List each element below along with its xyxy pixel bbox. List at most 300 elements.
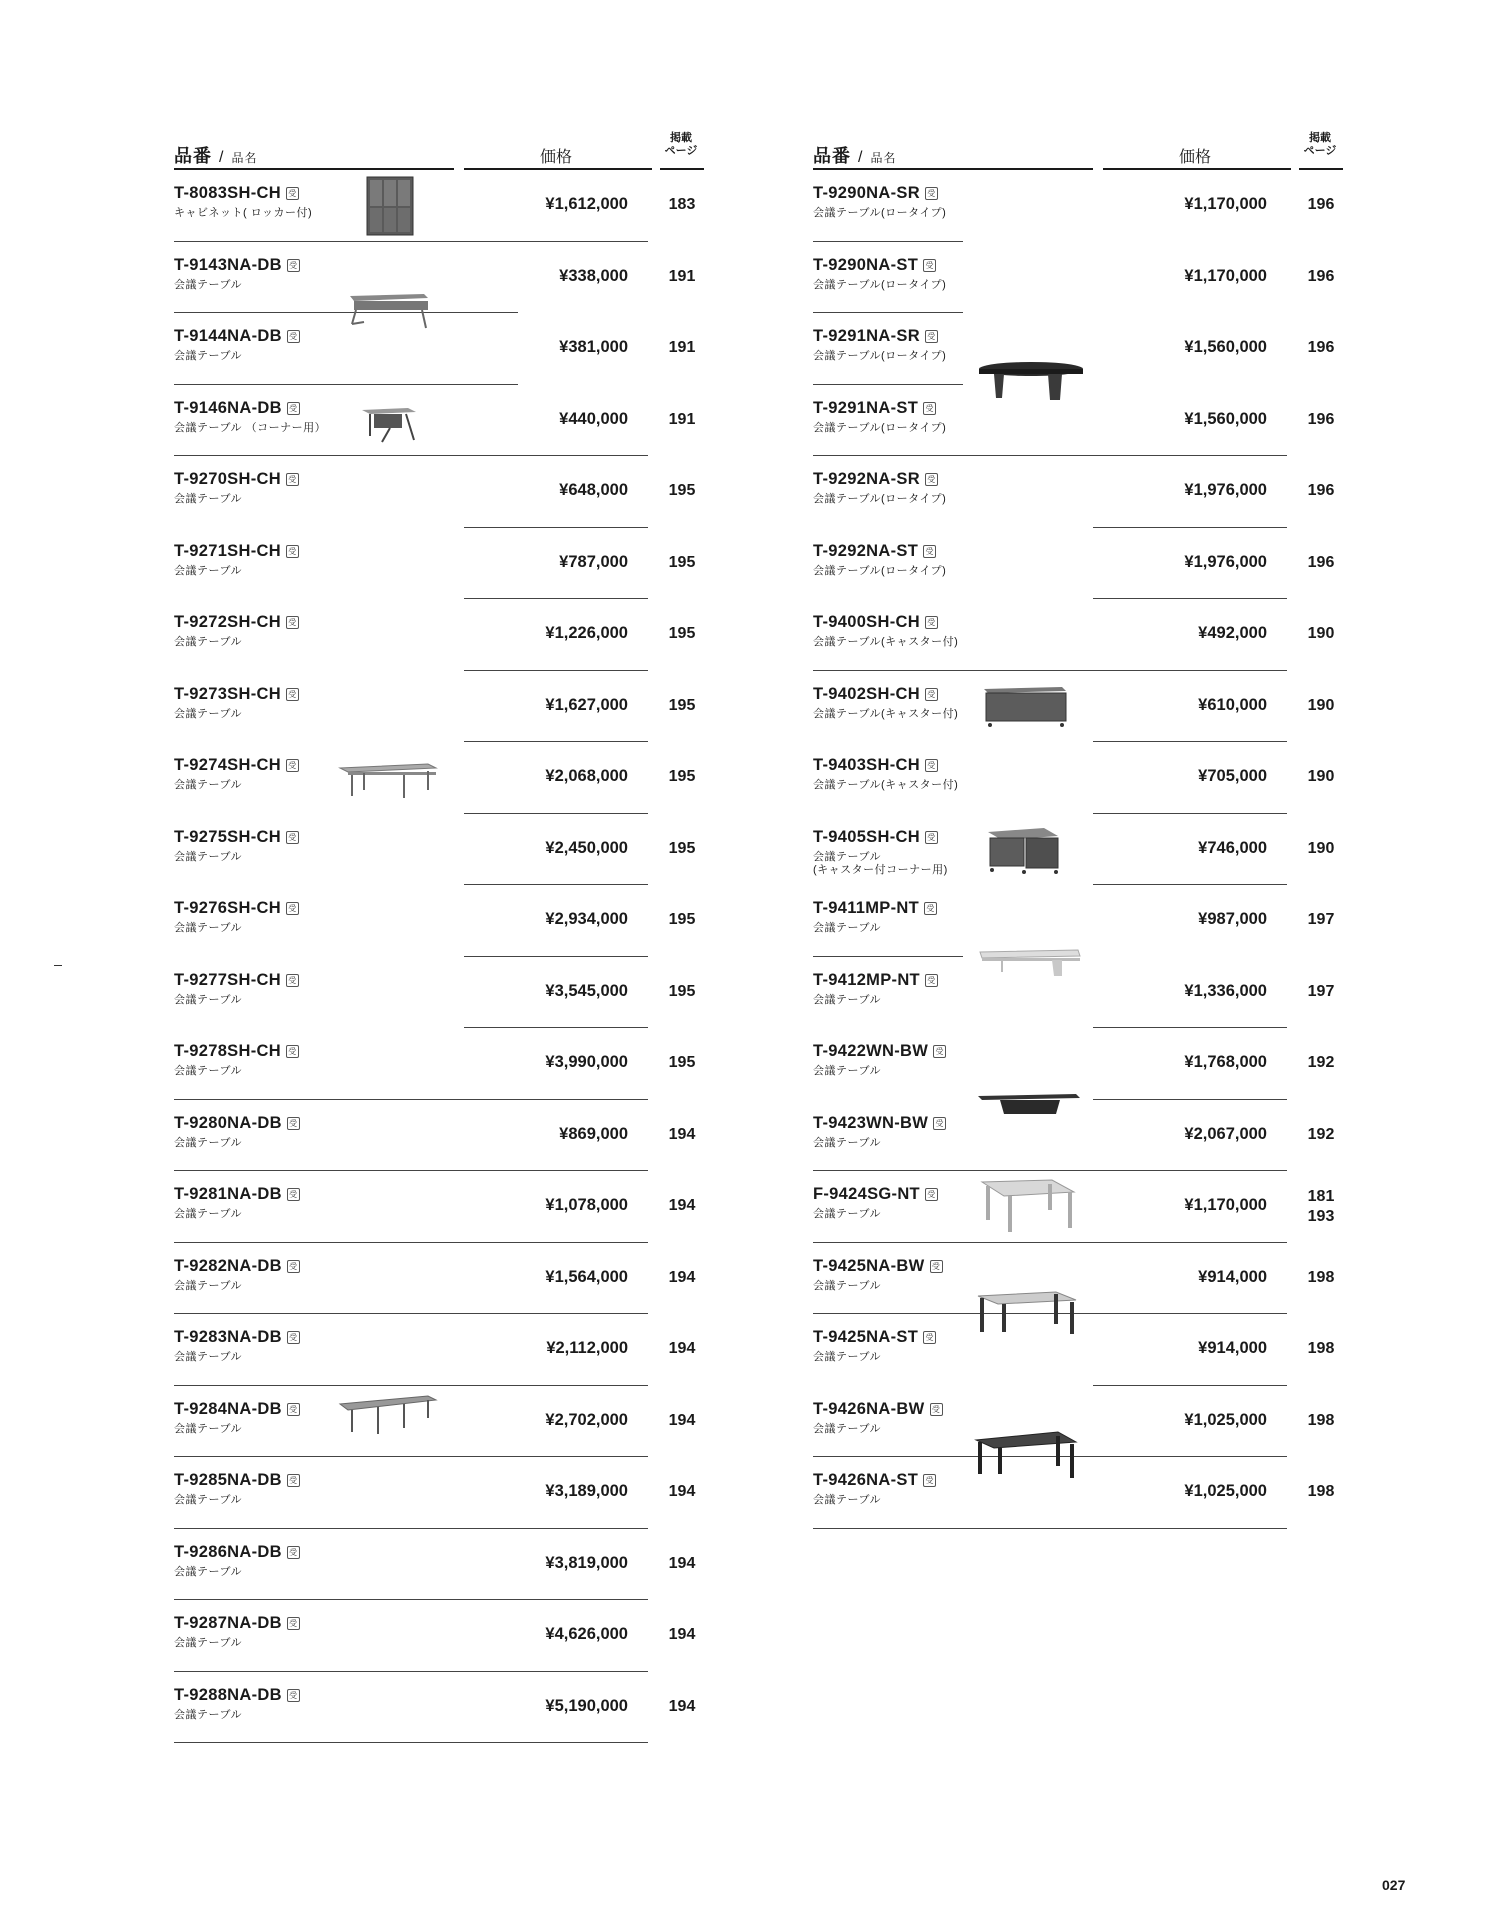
catalog-page: 194: [668, 1411, 696, 1429]
catalog-page: 192: [1307, 1054, 1335, 1071]
product-code: [174, 1257, 300, 1276]
product-code-text: T-9286NA-DB: [174, 1542, 282, 1561]
product-code-text: T-9411MP-NT: [813, 899, 919, 917]
table-row: [813, 1171, 1353, 1243]
product-price: ¥1,976,000: [1184, 481, 1267, 499]
table-row: [174, 957, 714, 1029]
catalog-page: 195: [668, 696, 696, 714]
product-price: ¥3,990,000: [545, 1053, 628, 1071]
catalog-page: 181 193: [1307, 1188, 1335, 1225]
product-code-text: T-9290NA-ST: [813, 255, 919, 274]
product-code: [174, 184, 299, 203]
product-code: [174, 256, 300, 275]
table-row: [813, 456, 1353, 528]
made-to-order-badge: 受: [287, 1474, 300, 1487]
product-name: 会議テーブル: [174, 1565, 243, 1578]
product-price: ¥5,190,000: [545, 1696, 628, 1715]
header-product-name: 品名: [231, 151, 258, 165]
product-code-text: T-9143NA-DB: [174, 255, 282, 274]
table-row: [813, 528, 1353, 600]
product-code: [174, 1614, 300, 1633]
product-code-text: T-9275SH-CH: [174, 827, 281, 846]
header-slash: /: [219, 149, 225, 166]
catalog-page: 194: [668, 1197, 696, 1214]
product-name: 会議テーブル: [174, 779, 243, 791]
product-code-text: T-9283NA-DB: [174, 1328, 282, 1346]
left-rows: [174, 170, 714, 1743]
catalog-page: 191: [668, 339, 696, 356]
catalog-page: 194: [668, 1268, 696, 1286]
product-code: [813, 1400, 943, 1419]
table-row: [174, 814, 714, 886]
table-row: [813, 1028, 1353, 1100]
product-price: ¥746,000: [1198, 838, 1267, 857]
right-table-header: [813, 128, 1347, 170]
product-code-text: T-9423WN-BW: [813, 1113, 929, 1132]
header-price: 価格: [540, 149, 573, 166]
product-price: ¥987,000: [1198, 910, 1267, 928]
product-name: 会議テーブル: [174, 1279, 243, 1292]
product-code: [813, 1471, 936, 1490]
made-to-order-badge: 受: [930, 1403, 943, 1416]
product-price: ¥440,000: [559, 409, 628, 428]
product-name: 会議テーブル(ロータイプ): [813, 421, 947, 434]
product-name: 会議テーブル: [174, 1351, 243, 1363]
table-row: [174, 242, 714, 314]
made-to-order-badge: 受: [925, 974, 938, 987]
product-name: 会議テーブル: [174, 1208, 243, 1220]
low-boat-table-image: [976, 360, 1086, 404]
made-to-order-badge: 受: [933, 1045, 946, 1058]
product-code: [174, 756, 299, 775]
table-row: [174, 1243, 714, 1315]
right-price-list: [813, 128, 1353, 1529]
product-name: 会議テーブル: [174, 564, 243, 577]
product-price: ¥2,068,000: [545, 767, 628, 785]
table-row: [174, 671, 714, 743]
table-row: [813, 742, 1353, 814]
header-product-name: 品名: [870, 151, 897, 165]
catalog-page: 196: [1307, 196, 1335, 213]
table-row: [174, 742, 714, 814]
product-name: 会議テーブル: [813, 1494, 882, 1506]
catalog-page: 190: [1307, 839, 1335, 857]
product-name: 会議テーブル: [174, 850, 243, 863]
long-meeting-table-image: [338, 1394, 438, 1436]
product-name: 会議テーブル(キャスター付): [813, 779, 959, 791]
product-code-text: T-9292NA-SR: [813, 470, 920, 488]
catalog-page: 195: [668, 768, 696, 785]
product-name: 会議テーブル: [174, 1422, 243, 1435]
row-divider: [174, 1742, 648, 1743]
product-name: 会議テーブル(ロータイプ): [813, 278, 947, 291]
product-code: [813, 327, 938, 346]
table-row: [813, 170, 1353, 242]
product-price: ¥1,025,000: [1184, 1410, 1267, 1429]
made-to-order-badge: 受: [287, 1331, 300, 1344]
header-price: 価格: [1179, 149, 1212, 166]
light-meeting-table-image: [978, 948, 1082, 978]
product-code-text: T-9285NA-DB: [174, 1471, 282, 1489]
table-row: [813, 1457, 1353, 1529]
catalog-page: 198: [1307, 1340, 1335, 1357]
product-code: [813, 399, 936, 418]
table-row: [813, 1243, 1353, 1315]
made-to-order-badge: 受: [286, 759, 299, 772]
product-code-text: F-9424SG-NT: [813, 1185, 920, 1203]
product-code: [174, 542, 299, 561]
glass-meeting-table-image: [980, 1178, 1076, 1234]
made-to-order-badge: 受: [286, 831, 299, 844]
product-name: 会議テーブル: [813, 993, 882, 1006]
product-code-text: T-9270SH-CH: [174, 470, 281, 488]
table-row: [174, 885, 714, 957]
made-to-order-badge: 受: [923, 259, 936, 272]
product-name: 会議テーブル(キャスター付): [813, 707, 959, 720]
product-price: ¥3,189,000: [545, 1482, 628, 1500]
catalog-page: 196: [1307, 553, 1335, 571]
table-row: [813, 814, 1353, 886]
product-code-text: T-9403SH-CH: [813, 756, 920, 774]
catalog-page: 198: [1307, 1483, 1335, 1500]
product-code: [174, 1471, 300, 1490]
product-code: [813, 971, 938, 990]
table-row: [174, 1672, 714, 1744]
product-code: [174, 1543, 300, 1562]
product-code-text: T-9274SH-CH: [174, 756, 281, 774]
product-code: [174, 399, 300, 418]
made-to-order-badge: 受: [925, 759, 938, 772]
table-row: [174, 170, 714, 242]
catalog-page: 197: [1307, 982, 1335, 1000]
made-to-order-badge: 受: [287, 402, 300, 415]
product-code-text: T-9292NA-ST: [813, 541, 919, 560]
table-row: [813, 242, 1353, 314]
catalog-page: 195: [668, 553, 696, 571]
made-to-order-badge: 受: [923, 1474, 936, 1487]
table-row: [174, 599, 714, 671]
made-to-order-badge: 受: [925, 187, 938, 200]
product-price: ¥1,170,000: [1184, 195, 1267, 213]
catalog-page: 194: [668, 1697, 696, 1715]
product-name: 会議テーブル: [174, 993, 243, 1006]
product-name: 会議テーブル: [174, 707, 243, 720]
catalog-page: 190: [1307, 768, 1335, 785]
product-code-text: T-9276SH-CH: [174, 899, 281, 917]
product-price: ¥1,564,000: [545, 1267, 628, 1286]
product-name: 会議テーブル: [813, 1351, 882, 1363]
made-to-order-badge: 受: [286, 902, 299, 915]
product-code-text: T-9288NA-DB: [174, 1685, 282, 1704]
header-page: 掲載 ページ: [1303, 132, 1337, 157]
made-to-order-badge: 受: [286, 473, 299, 486]
cabinet-locker-image: [366, 176, 414, 236]
table-row: [813, 885, 1353, 957]
catalog-page: 195: [668, 1054, 696, 1071]
catalog-page: 195: [668, 625, 696, 642]
product-code: [174, 1042, 299, 1061]
product-name: 会議テーブル: [174, 1637, 243, 1649]
product-code-text: T-9144NA-DB: [174, 327, 282, 345]
product-price: ¥1,627,000: [545, 695, 628, 714]
product-price: ¥1,170,000: [1184, 266, 1267, 285]
product-code: [174, 613, 299, 632]
table-row: [813, 671, 1353, 743]
product-price: ¥3,819,000: [545, 1553, 628, 1572]
catalog-page: 196: [1307, 482, 1335, 499]
product-name: 会議テーブル(キャスター付): [813, 636, 959, 648]
product-code: [174, 685, 299, 704]
product-price: ¥869,000: [559, 1124, 628, 1143]
product-price: ¥381,000: [559, 338, 628, 356]
product-code-text: T-9425NA-BW: [813, 1256, 925, 1275]
table-row: [174, 313, 714, 385]
table-row: [174, 1457, 714, 1529]
product-code: [174, 1400, 300, 1419]
product-code-text: T-9271SH-CH: [174, 541, 281, 560]
product-code-text: T-9277SH-CH: [174, 970, 281, 989]
product-name: 会議テーブル: [813, 922, 882, 934]
product-price: ¥2,450,000: [545, 838, 628, 857]
catalog-page: 196: [1307, 410, 1335, 428]
product-code: [813, 184, 938, 203]
catalog-page: 196: [1307, 339, 1335, 356]
made-to-order-badge: 受: [287, 1403, 300, 1416]
made-to-order-badge: 受: [286, 1045, 299, 1058]
product-name: 会議テーブル(ロータイプ): [813, 207, 947, 219]
catalog-page: 191: [668, 267, 696, 285]
table-row: [174, 1314, 714, 1386]
product-price: ¥1,560,000: [1184, 338, 1267, 356]
product-code: [174, 1185, 300, 1204]
product-code-text: T-9425NA-ST: [813, 1328, 919, 1346]
catalog-page: 190: [1307, 696, 1335, 714]
catalog-page: 195: [668, 482, 696, 499]
catalog-page: 198: [1307, 1411, 1335, 1429]
product-price: ¥2,934,000: [545, 910, 628, 928]
product-code-text: T-9400SH-CH: [813, 613, 920, 631]
product-code: [174, 1328, 300, 1347]
product-name: 会議テーブル (キャスター付コーナー用): [813, 850, 948, 876]
product-name: 会議テーブル: [174, 1065, 243, 1077]
dark-leg-table-image: [976, 1290, 1078, 1336]
product-code-text: T-9284NA-DB: [174, 1399, 282, 1418]
meeting-table-image: [338, 762, 438, 800]
catalog-page: 192: [1307, 1125, 1335, 1143]
product-code: [813, 1185, 938, 1204]
catalog-page: 195: [668, 911, 696, 928]
product-name: 会議テーブル(ロータイプ): [813, 350, 947, 362]
caster-corner-table-image: [986, 826, 1062, 876]
wood-meeting-table-image: [976, 1092, 1082, 1120]
product-price: ¥1,336,000: [1184, 981, 1267, 1000]
product-price: ¥2,067,000: [1184, 1124, 1267, 1143]
product-name: キャビネット( ロッカー付): [174, 207, 313, 219]
product-price: ¥705,000: [1198, 767, 1267, 785]
made-to-order-badge: 受: [925, 1188, 938, 1201]
product-code-text: T-9290NA-SR: [813, 184, 920, 202]
product-code-text: T-9291NA-ST: [813, 398, 919, 417]
product-name: 会議テーブル(ロータイプ): [813, 564, 947, 577]
made-to-order-badge: 受: [287, 1546, 300, 1559]
catalog-page: 191: [668, 410, 696, 428]
catalog-page: 194: [668, 1554, 696, 1572]
product-code: [174, 971, 299, 990]
product-name: 会議テーブル: [174, 1136, 243, 1149]
made-to-order-badge: 受: [924, 902, 937, 915]
header-page: 掲載 ページ: [664, 132, 698, 157]
table-row: [174, 456, 714, 528]
product-price: ¥914,000: [1198, 1339, 1267, 1357]
product-code-text: T-9291NA-SR: [813, 327, 920, 345]
product-code: [813, 1042, 946, 1061]
product-code: [813, 1328, 936, 1347]
table-row: [813, 1100, 1353, 1172]
product-name: 会議テーブル: [813, 1422, 882, 1435]
product-code-text: T-9402SH-CH: [813, 684, 920, 703]
catalog-page: 183: [668, 196, 696, 213]
table-row: [174, 1600, 714, 1672]
made-to-order-badge: 受: [923, 402, 936, 415]
product-name: 会議テーブル: [174, 350, 243, 362]
product-name: 会議テーブル: [813, 1208, 882, 1220]
row-divider: [813, 1528, 1287, 1529]
product-name: 会議テーブル: [813, 1279, 882, 1292]
product-name: 会議テーブル(ロータイプ): [813, 493, 947, 505]
catalog-page: 196: [1307, 267, 1335, 285]
made-to-order-badge: 受: [923, 1331, 936, 1344]
catalog-page: 194: [668, 1483, 696, 1500]
product-code-text: T-9287NA-DB: [174, 1614, 282, 1632]
product-price: ¥3,545,000: [545, 981, 628, 1000]
table-row: [813, 957, 1353, 1029]
made-to-order-badge: 受: [930, 1260, 943, 1273]
caster-table-image: [982, 685, 1068, 729]
table-row: [174, 1028, 714, 1100]
product-code: [813, 613, 938, 632]
product-code-text: T-9281NA-DB: [174, 1185, 282, 1203]
made-to-order-badge: 受: [925, 330, 938, 343]
product-code: [813, 828, 938, 847]
product-code: [813, 756, 938, 775]
product-price: ¥1,078,000: [545, 1196, 628, 1214]
made-to-order-badge: 受: [287, 259, 300, 272]
product-code: [174, 470, 299, 489]
made-to-order-badge: 受: [286, 688, 299, 701]
made-to-order-badge: 受: [287, 1689, 300, 1702]
table-row: [813, 1386, 1353, 1458]
made-to-order-badge: 受: [287, 330, 300, 343]
made-to-order-badge: 受: [286, 545, 299, 558]
product-name: 会議テーブル: [813, 1065, 882, 1077]
product-code: [174, 1114, 300, 1133]
made-to-order-badge: 受: [925, 473, 938, 486]
product-code: [174, 327, 300, 346]
product-price: ¥2,702,000: [545, 1410, 628, 1429]
product-price: ¥1,226,000: [545, 624, 628, 642]
product-code: [813, 1257, 943, 1276]
edge-mark: [54, 965, 62, 966]
product-name: 会議テーブル: [813, 1136, 882, 1149]
black-table-image: [974, 1430, 1078, 1480]
product-code-text: T-9272SH-CH: [174, 613, 281, 631]
catalog-page: 194: [668, 1626, 696, 1643]
product-price: ¥1,560,000: [1184, 409, 1267, 428]
header-product-number: 品番 / 品名: [813, 146, 897, 166]
made-to-order-badge: 受: [287, 1260, 300, 1273]
made-to-order-badge: 受: [923, 545, 936, 558]
catalog-page: 197: [1307, 911, 1335, 928]
product-price: ¥4,626,000: [545, 1625, 628, 1643]
product-code: [813, 470, 938, 489]
product-price: ¥1,170,000: [1184, 1196, 1267, 1214]
product-code: [813, 685, 938, 704]
table-row: [813, 1314, 1353, 1386]
product-name: 会議テーブル: [174, 493, 243, 505]
product-code-text: T-9412MP-NT: [813, 970, 920, 989]
product-code: [813, 1114, 946, 1133]
catalog-page: 194: [668, 1340, 696, 1357]
made-to-order-badge: 受: [925, 831, 938, 844]
header-slash: /: [858, 149, 864, 166]
product-price: ¥338,000: [559, 266, 628, 285]
corner-table-image: [360, 406, 420, 446]
product-code: [174, 899, 299, 918]
catalog-page: 190: [1307, 625, 1335, 642]
product-price: ¥914,000: [1198, 1267, 1267, 1286]
product-code-text: T-9426NA-ST: [813, 1471, 919, 1489]
made-to-order-badge: 受: [286, 974, 299, 987]
product-name: 会議テーブル: [174, 922, 243, 934]
product-code: [813, 256, 936, 275]
product-code: [813, 899, 937, 918]
desk-table-image: [348, 292, 430, 332]
made-to-order-badge: 受: [925, 616, 938, 629]
product-name: 会議テーブル: [174, 636, 243, 648]
product-code-text: T-8083SH-CH: [174, 184, 281, 202]
product-price: ¥1,612,000: [545, 195, 628, 213]
made-to-order-badge: 受: [933, 1117, 946, 1130]
catalog-page: 195: [668, 982, 696, 1000]
made-to-order-badge: 受: [925, 688, 938, 701]
product-code-text: T-9422WN-BW: [813, 1042, 929, 1060]
product-code: [813, 542, 936, 561]
product-name: 会議テーブル （コーナー用）: [174, 421, 327, 434]
product-name: 会議テーブル: [174, 278, 243, 291]
product-price: ¥1,768,000: [1184, 1053, 1267, 1071]
product-name: 会議テーブル: [174, 1494, 243, 1506]
product-price: ¥648,000: [559, 481, 628, 499]
product-price: ¥787,000: [559, 552, 628, 571]
made-to-order-badge: 受: [287, 1617, 300, 1630]
catalog-page: 195: [668, 839, 696, 857]
product-code-text: T-9280NA-DB: [174, 1113, 282, 1132]
table-row: [174, 1171, 714, 1243]
left-price-list: [174, 128, 714, 1743]
left-table-header: [174, 128, 708, 170]
table-row: [174, 1386, 714, 1458]
made-to-order-badge: 受: [287, 1188, 300, 1201]
product-price: ¥492,000: [1198, 624, 1267, 642]
product-code-text: T-9426NA-BW: [813, 1399, 925, 1418]
product-price: ¥1,025,000: [1184, 1482, 1267, 1500]
product-code-text: T-9273SH-CH: [174, 684, 281, 703]
table-row: [174, 385, 714, 457]
table-row: [174, 528, 714, 600]
table-row: [174, 1100, 714, 1172]
table-row: [813, 599, 1353, 671]
product-code: [174, 828, 299, 847]
